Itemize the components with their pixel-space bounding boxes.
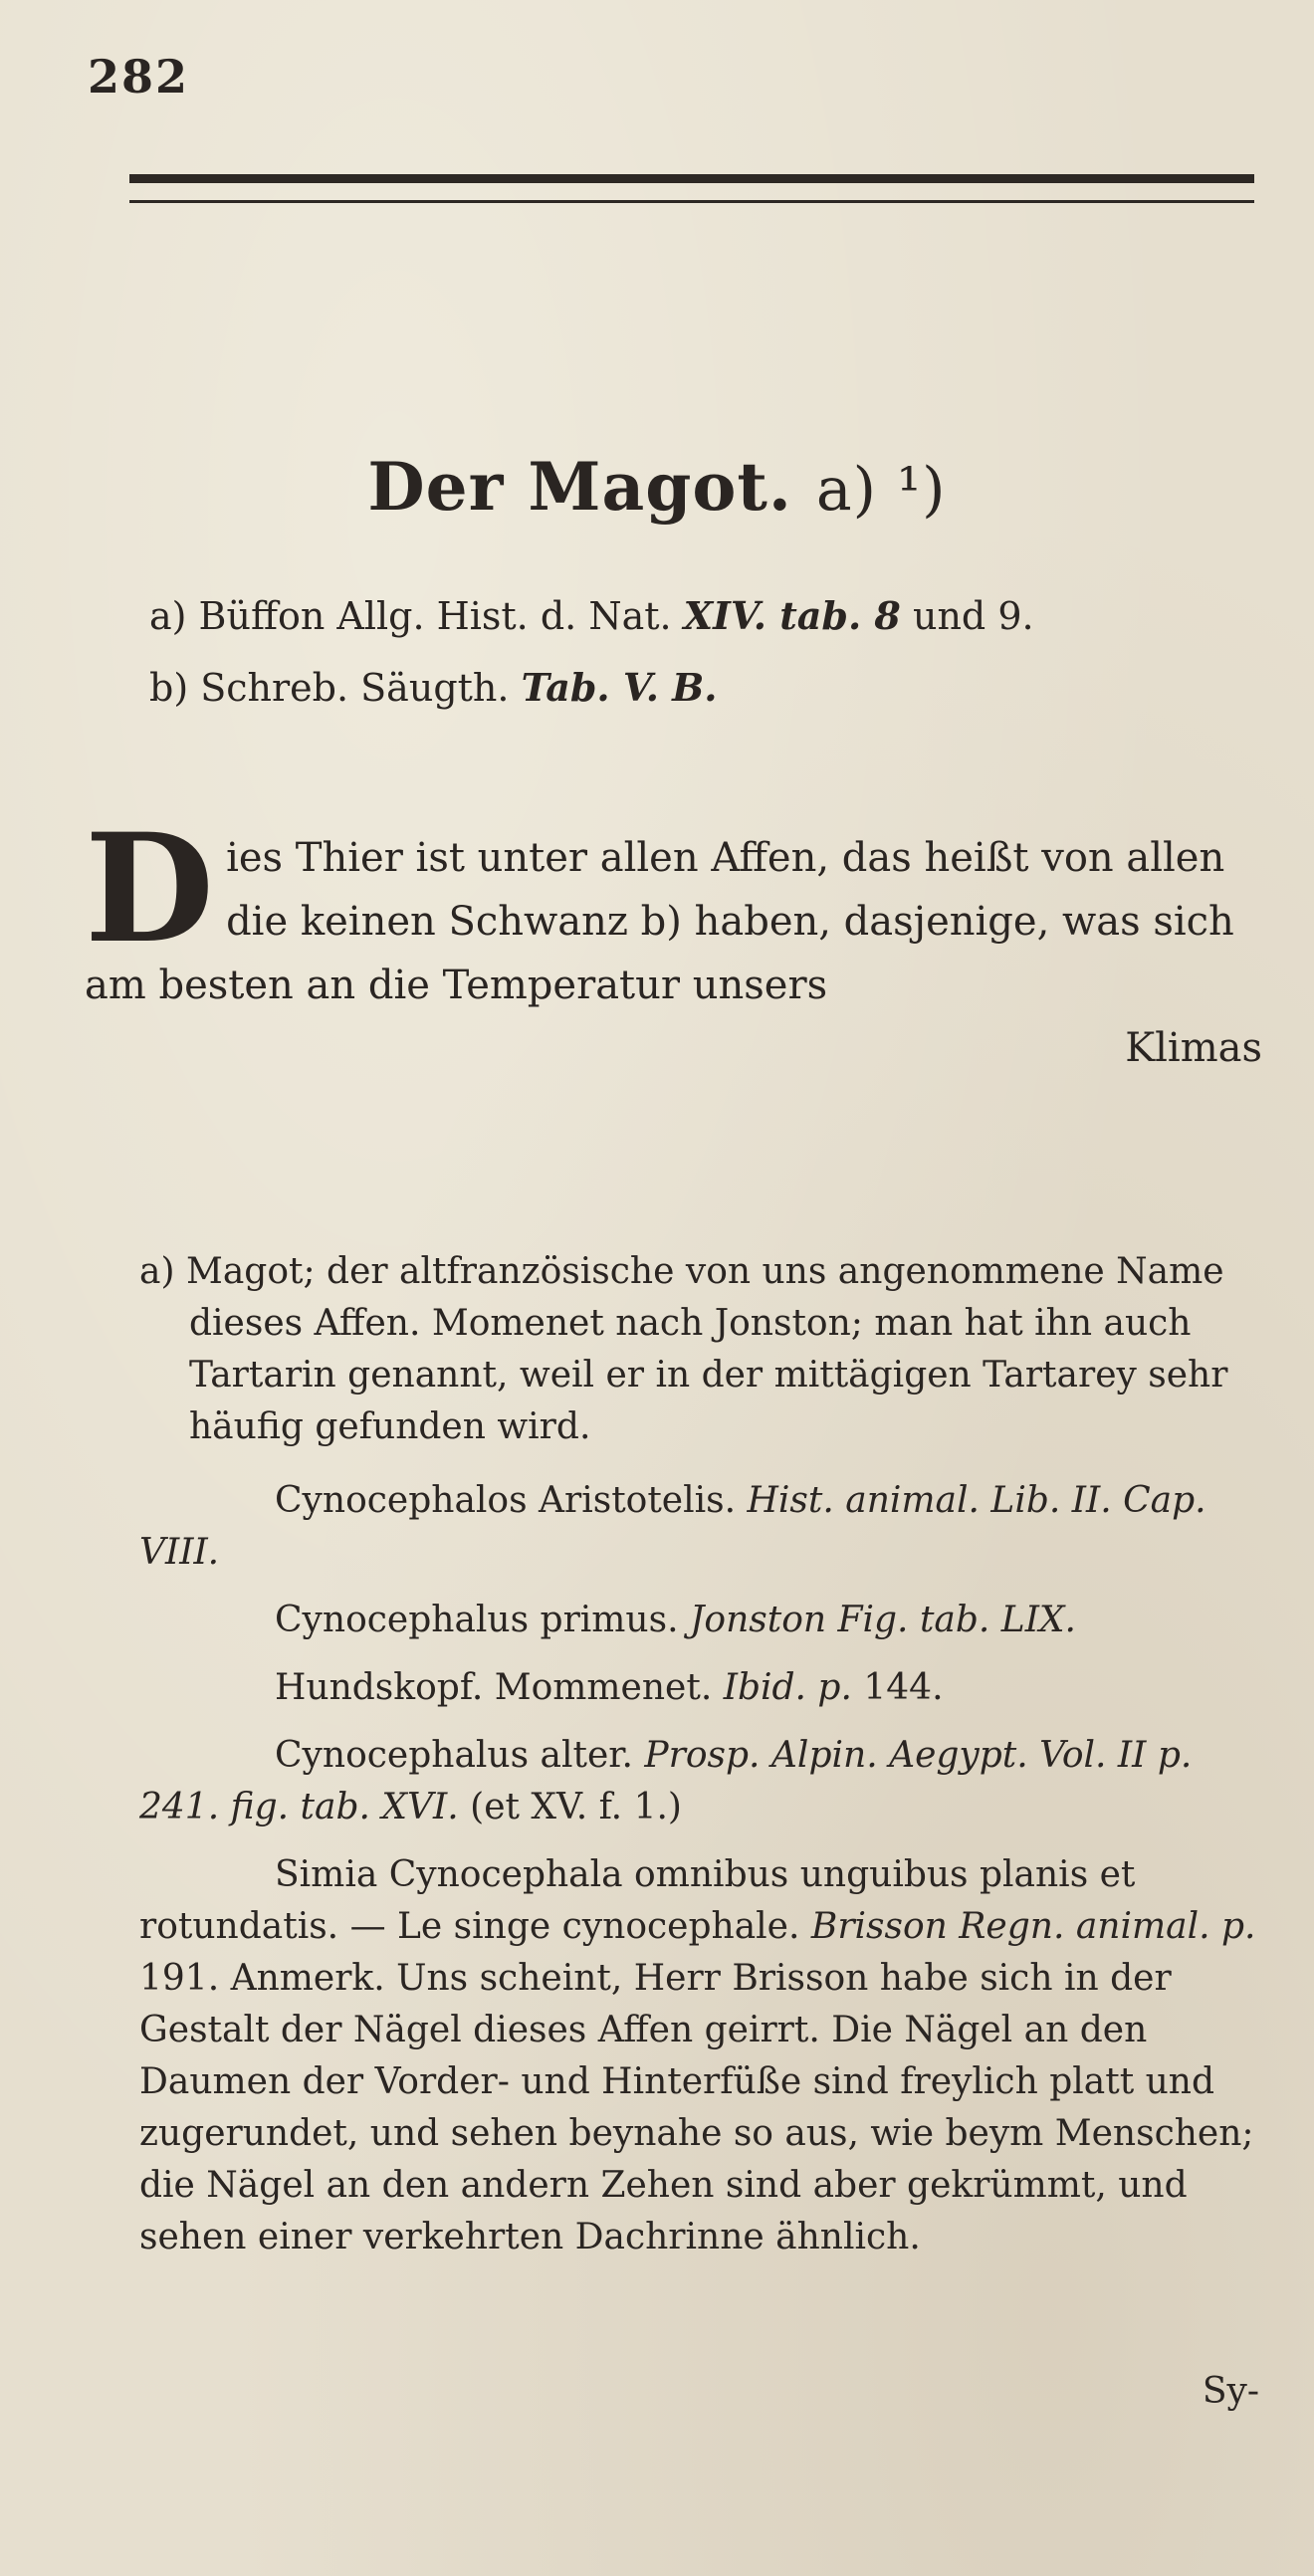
source-label: b) Schreb. Säugth. [149,666,510,710]
footnote-text: Hundskopf. Mommenet. [275,1667,713,1708]
page-number: 282 [88,50,190,104]
footnote [100,1475,1264,1579]
source-reference [149,593,1034,638]
footnote [100,1595,1264,1646]
main-paragraph-text: ies Thier ist unter allen Affen, das heißt von allen die keinen Schwanz b) haben, dasjenige, was sich am besten an die Temperatur unsers [85,835,1234,1008]
footnote [139,1246,1264,1453]
header-rule-thin [129,200,1254,203]
main-paragraph [85,801,1264,1017]
source-label: a) Büffon Allg. Hist. d. Nat. [149,594,672,638]
footnote-text: Cynocephalus alter. [275,1735,633,1776]
source-italic: Tab. V. B. [521,665,718,710]
chapter-title-text: Der Magot. [367,448,792,526]
footnote-italic: Ibid. p. [723,1667,852,1708]
source-rest: und 9. [912,594,1034,638]
footnote-tail: (et XV. f. 1.) [470,1787,682,1827]
footnote-text: Cynocephalos Aristotelis. [275,1480,737,1521]
header-rule-thick [129,174,1254,183]
source-reference [149,665,718,710]
drop-cap: D [85,801,215,976]
footnote-italic: Jonston Fig. tab. LIX. [689,1600,1077,1640]
footnote-text: a) Magot; der altfranzösische von uns angenommene Name dieses Affen. Momenet nach Jonston; man hat ihn auch Tartarin genannt, weil er in der mittägigen Tartarey sehr häufig gefunden wird. [139,1251,1228,1447]
footnote [100,1662,1264,1714]
footer-catchword: Sy- [1202,2371,1259,2412]
footnote-tail: 191. Anmerk. Uns scheint, Herr Brisson habe sich in der Gestalt der Nägel dieses Affen geirrt. Die Nägel an den Daumen der Vorder- und Hinterfüße sind freylich platt und zugerundet, und sehen beynahe so aus, wie beym Menschen; die Nägel an den andern Zehen sind aber gekrümmt, und sehen einer verkehrten Dachrinne ähnlich. [139,1958,1254,2257]
footnote-italic: Prosp. Alpin. Aegypt. Vol. II p. 241. fig. tab. XVI. [139,1735,1193,1827]
source-italic: XIV. tab. 8 [683,593,901,638]
chapter-title-refs: a) ¹) [815,455,947,525]
footnote-tail: 144. [863,1667,944,1708]
footnote [100,1849,1264,2263]
chapter-title [0,448,1314,526]
catchword: Klimas [1125,1025,1262,1071]
footnotes [139,1246,1264,2279]
footnote-text: Simia Cynocephala omnibus unguibus planis et rotundatis. — Le singe cynocephale. [139,1854,1136,1947]
footnote [100,1730,1264,1833]
footnote-text: Cynocephalus primus. [275,1600,679,1640]
footnote-italic: Hist. animal. Lib. II. Cap. VIII. [139,1480,1206,1573]
footnote-italic: Brisson Regn. animal. p. [810,1906,1256,1947]
